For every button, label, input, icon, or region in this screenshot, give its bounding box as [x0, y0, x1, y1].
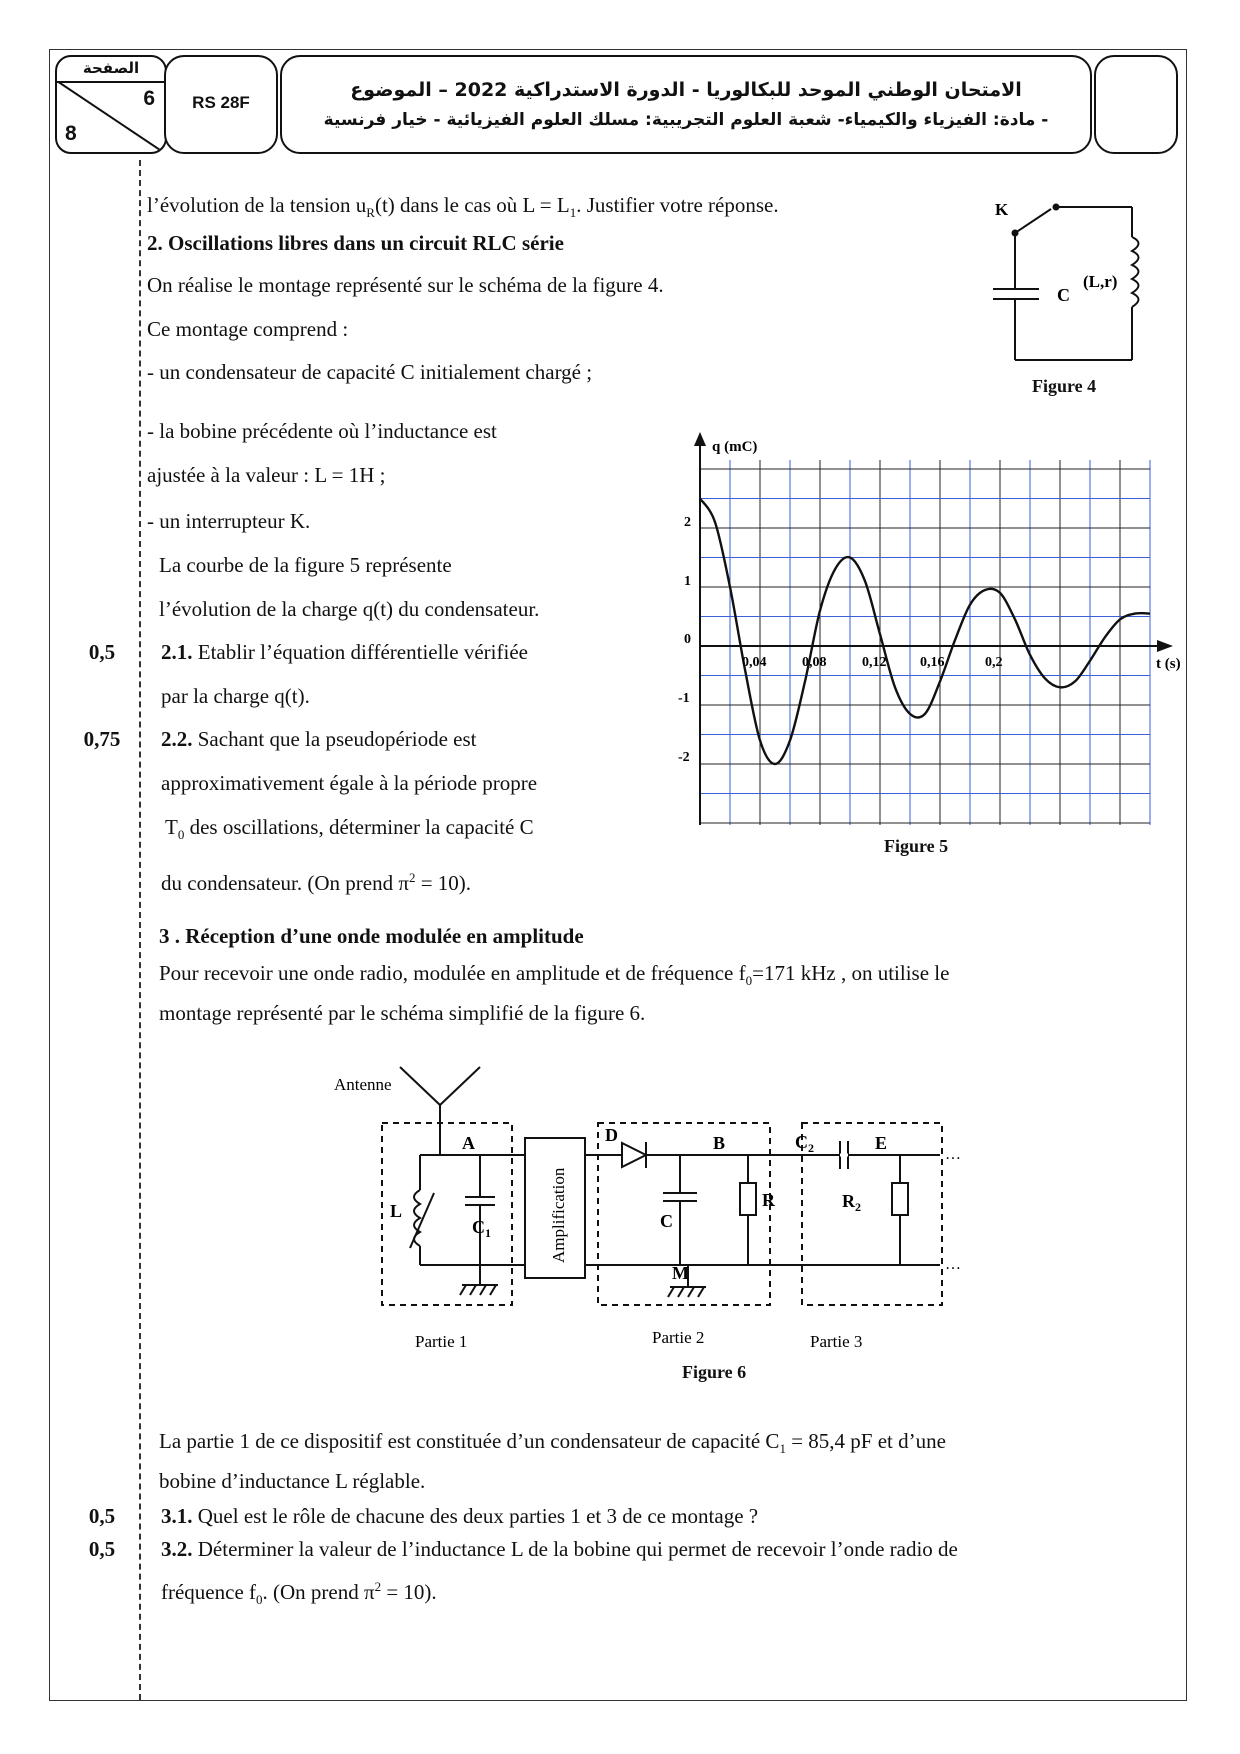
ellipsis-top: …: [945, 1146, 961, 1163]
label-m: M: [672, 1263, 689, 1283]
chart-grid: [700, 460, 1150, 825]
label-r2: [842, 1191, 861, 1214]
q22d-a: du condensateur. (On prend π: [161, 871, 409, 895]
question-2-2-c: [165, 814, 534, 848]
page-number-box: [55, 55, 167, 154]
q32-text: Déterminer la valeur de l’inductance L de la bobine qui permet de recevoir l’onde radio de: [197, 1537, 958, 1561]
s3-paragraph2-cont: bobine d’inductance L réglable.: [159, 1469, 426, 1493]
q32b-a: fréquence f: [161, 1580, 257, 1604]
y-tick-1: 1: [684, 574, 691, 589]
x-tick-004: 0,04: [742, 655, 767, 670]
label-c1: [472, 1217, 491, 1240]
x-tick-012: 0,12: [862, 655, 887, 670]
fig4-label-lr: (L,r): [1083, 272, 1118, 291]
q32b-b: . (On prend π: [262, 1580, 375, 1604]
y-tick-0: 0: [684, 632, 691, 647]
part2-label: Partie 2: [652, 1328, 705, 1347]
s3p2-sub: 1: [779, 1441, 786, 1457]
figure4-circuit: [985, 195, 1155, 405]
r2-letter: R: [842, 1191, 855, 1211]
s3p1-sub: 0: [745, 973, 753, 989]
s3-paragraph1: [159, 960, 949, 994]
page-total: 8: [65, 122, 77, 145]
switch-contact-right: [1053, 204, 1060, 211]
margin-separator: [139, 160, 141, 1700]
q22-text: Sachant que la pseudopériode est: [197, 727, 477, 751]
q32b-sub: 0: [256, 1592, 263, 1608]
diode-symbol: [622, 1143, 646, 1167]
q22d-sup: 2: [408, 870, 416, 885]
intro-sub-r: R: [366, 205, 375, 221]
x-tick-008: 0,08: [802, 655, 827, 670]
c2-sub: 2: [808, 1141, 814, 1155]
s2-paragraph1: On réalise le montage représenté sur le schéma de la figure 4.: [147, 273, 664, 297]
label-a: A: [462, 1133, 475, 1153]
q22c-text: des oscillations, déterminer la capacité C: [184, 815, 534, 839]
exam-subtitle: - مادة: الفيزياء والكيمياء- شعبة العلوم التجريبية: مسلك العلوم الفيزيائية - خيار فرنسية: [323, 110, 1049, 130]
question-2-1-cont: par la charge q(t).: [161, 684, 310, 708]
c1-sub: 1: [485, 1226, 491, 1240]
section3-title: 3 . Réception d’une onde modulée en amplitude: [159, 924, 584, 948]
intro-line: [147, 192, 779, 226]
intro-part-b: (t) dans le cas où L = L: [374, 193, 570, 217]
s2-item2a: - la bobine précédente où l’inductance est: [147, 419, 497, 443]
part3-box: [802, 1123, 942, 1305]
s3p1-a: Pour recevoir une onde radio, modulée en amplitude et de fréquence f: [159, 961, 746, 985]
q22-number: 2.2.: [161, 727, 193, 751]
exam-title: الامتحان الوطني الموحد للبكالوريا - الدورة الاستدراكية 2022 – الموضوع: [350, 79, 1022, 101]
y-tick-2: 2: [684, 515, 691, 530]
label-b: B: [713, 1133, 726, 1153]
c2-letter: C: [795, 1132, 808, 1152]
y-axis-label: q (mC): [712, 439, 758, 455]
section2-title: 2. Oscillations libres dans un circuit RLC série: [147, 231, 564, 255]
antenna-label: Antenne: [334, 1075, 392, 1094]
score-q22: 0,75: [83, 727, 121, 751]
label-e: E: [875, 1133, 888, 1153]
label-c2: [795, 1132, 814, 1155]
q21-text: Etablir l’équation différentielle vérifiée: [197, 640, 528, 664]
q32-number: 3.2.: [161, 1537, 193, 1561]
s2-item1: - un condensateur de capacité C initialement chargé ;: [147, 360, 593, 384]
empty-box: [1094, 55, 1178, 154]
switch-contact-left: [1012, 230, 1019, 237]
charge-curve: [700, 499, 1150, 765]
part3-label: Partie 3: [810, 1332, 863, 1351]
s3p2-a: La partie 1 de ce dispositif est constituée d’un condensateur de capacité C: [159, 1429, 780, 1453]
score-q32: 0,5: [88, 1537, 116, 1561]
s2-paragraph3b: l’évolution de la charge q(t) du condensateur.: [159, 597, 540, 621]
question-2-2: [161, 726, 477, 752]
figure6-circuit: [320, 1055, 1020, 1390]
score-q31: 0,5: [88, 1504, 116, 1528]
score-q21: 0,5: [88, 640, 116, 664]
s2-item3: - un interrupteur K.: [147, 509, 311, 533]
page-label: الصفحة: [57, 57, 165, 83]
s2-item2b: ajustée à la valeur : L = 1H ;: [147, 463, 386, 487]
label-r: R: [762, 1190, 775, 1210]
question-2-2-b: approximativement égale à la période propre: [161, 771, 538, 795]
y-tick-m1: -1: [678, 691, 690, 706]
fig4-label-c: C: [1057, 285, 1070, 305]
amplification-label: Amplification: [549, 1167, 568, 1263]
ellipsis-bottom: …: [945, 1256, 961, 1273]
s3p1-b: =171 kHz , on utilise le: [752, 961, 950, 985]
c1-letter: C: [472, 1217, 485, 1237]
question-3-2: [161, 1536, 958, 1562]
x-tick-02: 0,2: [985, 655, 1003, 670]
question-2-2-d: [161, 865, 471, 896]
q31-text: Quel est le rôle de chacune des deux parties 1 et 3 de ce montage ?: [197, 1504, 759, 1528]
question-2-1: [161, 639, 528, 665]
y-tick-m2: -2: [678, 750, 690, 765]
label-l: L: [390, 1201, 403, 1221]
s2-paragraph3a: La courbe de la figure 5 représente: [159, 553, 452, 577]
chart-axes: [700, 440, 1165, 825]
title-box: [280, 55, 1092, 154]
label-d: D: [605, 1125, 618, 1145]
fig4-label-k: K: [995, 200, 1009, 219]
t0-symbol: T: [165, 815, 178, 839]
intro-part-c: . Justifier votre réponse.: [576, 193, 779, 217]
q21-number: 2.1.: [161, 640, 193, 664]
s3-paragraph2: [159, 1428, 946, 1462]
figure5-caption: Figure 5: [884, 836, 949, 856]
intro-sub-1: 1: [569, 205, 577, 221]
x-axis-arrow: [1157, 640, 1173, 652]
code-box: [164, 55, 278, 154]
intro-part-a: l’évolution de la tension u: [147, 193, 367, 217]
page-number: 6: [143, 87, 155, 110]
x-tick-016: 0,16: [920, 655, 945, 670]
x-axis-label: t (s): [1156, 656, 1181, 672]
y-axis-arrow: [694, 432, 706, 446]
figure4-caption: Figure 4: [1032, 376, 1097, 396]
s2-paragraph2: Ce montage comprend :: [147, 317, 349, 341]
q32b-sup: 2: [374, 1579, 382, 1594]
t0-sub: 0: [177, 827, 185, 843]
q32b-c: = 10).: [381, 1580, 437, 1604]
q31-number: 3.1.: [161, 1504, 193, 1528]
question-3-1: [161, 1503, 758, 1529]
figure5-chart: [660, 430, 1200, 830]
q22d-b: = 10).: [415, 871, 472, 895]
s3-paragraph1-cont: montage représenté par le schéma simplifié de la figure 6.: [159, 1001, 646, 1025]
s3p2-b: = 85,4 pF et d’une: [785, 1429, 946, 1453]
question-3-2-cont: [161, 1574, 437, 1613]
figure6-caption: Figure 6: [682, 1362, 747, 1382]
r2-sub: 2: [855, 1200, 861, 1214]
part1-label: Partie 1: [415, 1332, 468, 1351]
label-c: C: [660, 1211, 673, 1231]
exam-code: RS 28F: [192, 93, 250, 112]
